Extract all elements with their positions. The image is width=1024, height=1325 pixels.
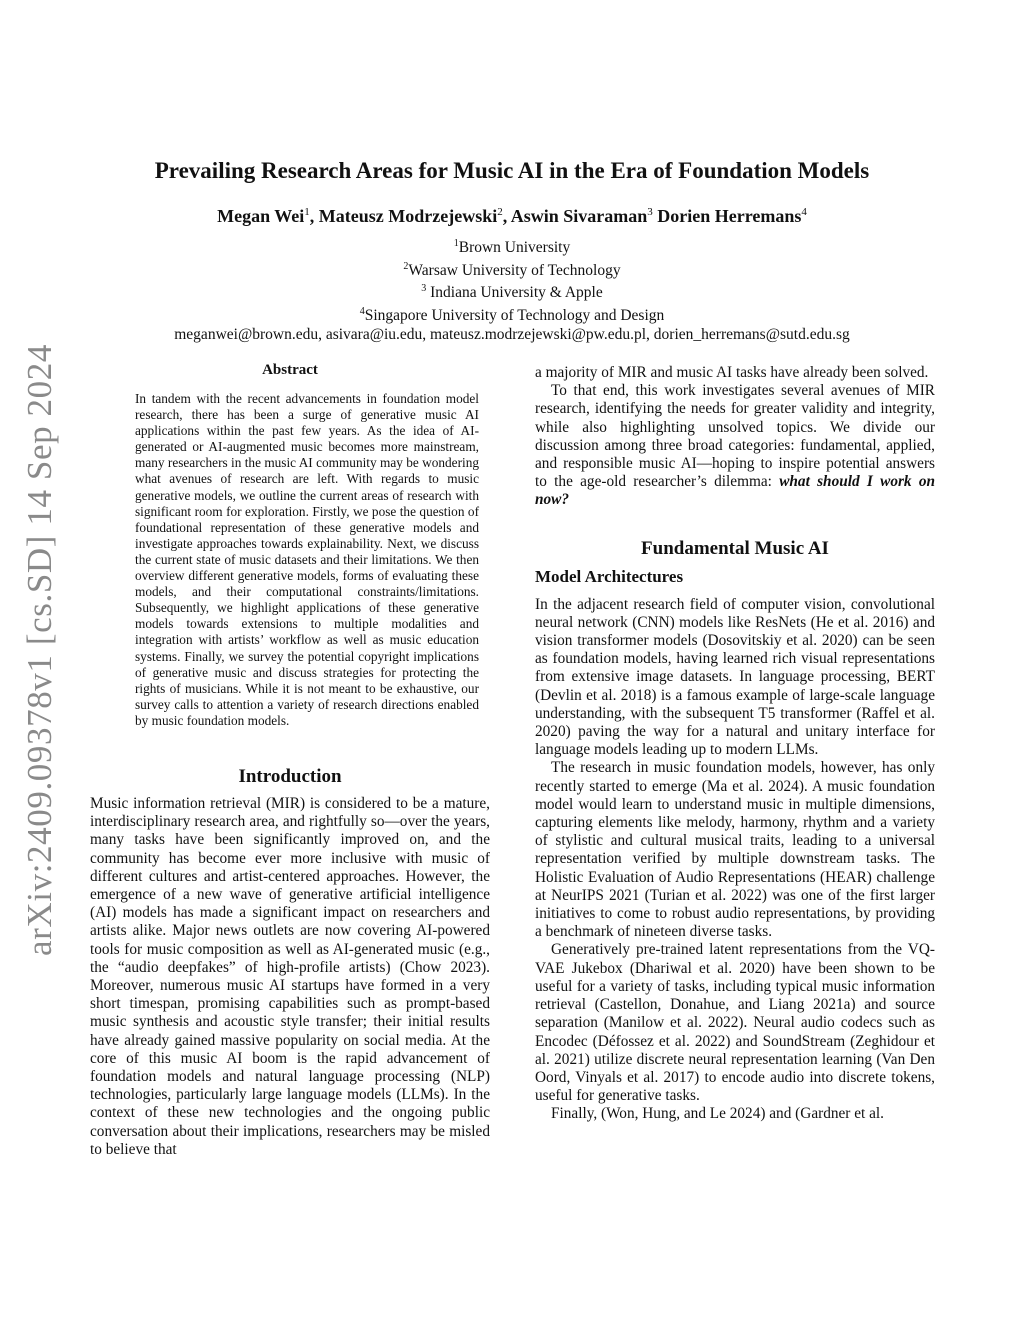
introduction-emphasis: what should I work on now?: [535, 473, 936, 509]
author-affil-marker: 2: [497, 206, 503, 218]
body-paragraph: Finally, (Won, Hung, and Le 2024) and (Gardner et al.: [551, 1105, 884, 1123]
affiliation-line: $^3$ Indiana University & Apple: [421, 283, 603, 302]
introduction-heading: Introduction: [238, 765, 342, 787]
right-column: [535, 364, 935, 1124]
body-paragraph: In the adjacent research field of computer vision, convolutional neural network (CNN) models like ResNets (He et al. 2016) and vision transformer models (Dosovitskiy et al. 2020) can be seen as foundation models, having learned rich visual representations from extensive image datasets. In language processing, BERT (Devlin et al. 2018) is a famous example of large-scale language understanding, with the subsequent T5 transformer (Raffel et al. 2020) paving the way for a natural and unitary interface for language models leading up to modern LLMs.: [535, 595, 935, 759]
author-name: Dorien Herremans: [657, 206, 802, 226]
introduction-paragraph: To that end, this work investigates several avenues of MIR research, identifying the needs for greater validity and integrity, while also highlighting unsolved topics. We divide our discussion among three broad categories: fundamental, applied, and responsible music AI—hoping to inspire potential answers to the age-old researcher’s dilemma: what should I work on now?: [535, 382, 936, 509]
author-emails: meganwei@brown.edu, asivara@iu.edu, mateusz.modrzejewski@pw.edu.pl, dorien_herremans@sutd.edu.sg: [174, 325, 850, 343]
affiliation-line: $^1$Brown University: [453, 238, 571, 257]
author-affil-marker: 1: [304, 206, 310, 218]
author-affil-marker: 3: [647, 206, 653, 218]
arxiv-identifier-text: arXiv:2409.09378v1 [cs.SD] 14 Sep 2024: [20, 344, 59, 956]
paper-title: Prevailing Research Areas for Music AI in the Era of Foundation Models: [154, 158, 870, 183]
model-architectures-subheading: Model Architectures: [535, 566, 684, 586]
body-paragraph: Generatively pre-trained latent representations from the VQ-VAE Jukebox (Dhariwal et al. 2020) have been shown to be useful for a variety of tasks, including typical music information retrieval (Castellon, Donahue, and Liang 2021a) and source separation (Manilow et al. 2022). Neural audio codecs such as Encodec (Défossez et al. 2022) and SoundStream (Zeghidour et al. 2021) utilize discrete neural representation learning (Van Den Oord, Vinyals et al. 2017) to encode audio into discrete tokens, useful for generative tasks.: [535, 941, 935, 1105]
author-name: Megan Wei: [217, 206, 305, 226]
introduction-paragraph: Music information retrieval (MIR) is considered to be a mature, interdisciplinary research area, and rightfully so—over the years, many tasks have been significantly improved on, and the community has become ever more inclusive with music of different cultures and artist-centered approaches. However, the emergence of a new wave of generative artificial intelligence (AI) models has made a significant impact on researchers and artists alike. Major news outlets are now covering AI-powered tools for music composition as well as AI-generated music (e.g., the “audio deepfakes” of high-profile artists) (Chow 2023). Moreover, numerous music AI startups have formed in a very short timespan, promising capabilities such as prompt-based music synthesis and acoustic style transfer; their initial results have already gained massive popularity on social media. At the core of this music AI boom is the rapid advancement of foundation models and natural language processing (NLP) technologies, particularly large language models (LLMs). In the context of these new technologies and the ongoing public conversation about their implications, researchers may be misled to believe that: [90, 794, 490, 1158]
affiliation-block: [0, 235, 1024, 344]
author-affil-marker: 4: [801, 206, 807, 218]
affiliation-line: $^4$Singapore University of Technology and Design: [359, 305, 665, 325]
author-name: Aswin Sivaraman: [510, 206, 648, 226]
abstract-heading: Abstract: [262, 362, 318, 378]
author-list: Megan Wei$^1$, Mateusz Modrzejewski$^2$, Aswin Sivaraman$^3$ Dorien Herremans$^4$: [217, 206, 807, 226]
fundamental-music-ai-heading: Fundamental Music AI: [641, 537, 829, 559]
body-paragraph: The research in music foundation models, however, has only recently started to emerge (Ma et al. 2024). A music foundation model would learn to understand music in multiple dimensions, capturing elements like melody, harmony, rhythm and a variety of stylistic and cultural musical traits, leading to a universal representation verified by multiple downstream tasks. The Holistic Evaluation of Audio Representations (HEAR) challenge at NeurIPS 2021 (Turian et al. 2022) was one of the first larger initiatives to come to robust audio representations, by providing a benchmark of nineteen diverse tasks.: [535, 759, 935, 941]
introduction-paragraph-continued: a majority of MIR and music AI tasks have already been solved.: [535, 364, 929, 381]
author-name: Mateusz Modrzejewski: [318, 206, 498, 226]
arxiv-identifier-stamp: [12, 344, 68, 956]
affiliation-line: $^2$Warsaw University of Technology: [403, 260, 621, 279]
abstract-text: In tandem with the recent advancements in foundation model research, there has been a surge of generative music AI applications within the past few years. As the idea of AI-generated or AI-augmented music becomes more mainstream, many researchers in the music AI community may be wondering what avenues of research are left. With regards to music generative models, we outline the current areas of research with significant room for exploration. Firstly, we pose the question of foundational representation of these generative models and investigate approaches towards explainability. Next, we discuss the current state of music datasets and their limitations. We then overview different generative models, forms of evaluating these models, and their computational constraints/limitations. Subsequently, we highlight applications of these generative models towards extensions to multiple modalities and integration with artists’ workflow as well as music education systems. Finally, we survey the potential copyright implications of generative music and discuss strategies for protecting the rights of musicians. While it is not meant to be exhaustive, our survey calls to attention a variety of research directions enabled by music foundation models.: [135, 391, 479, 728]
left-column: [90, 362, 490, 1159]
